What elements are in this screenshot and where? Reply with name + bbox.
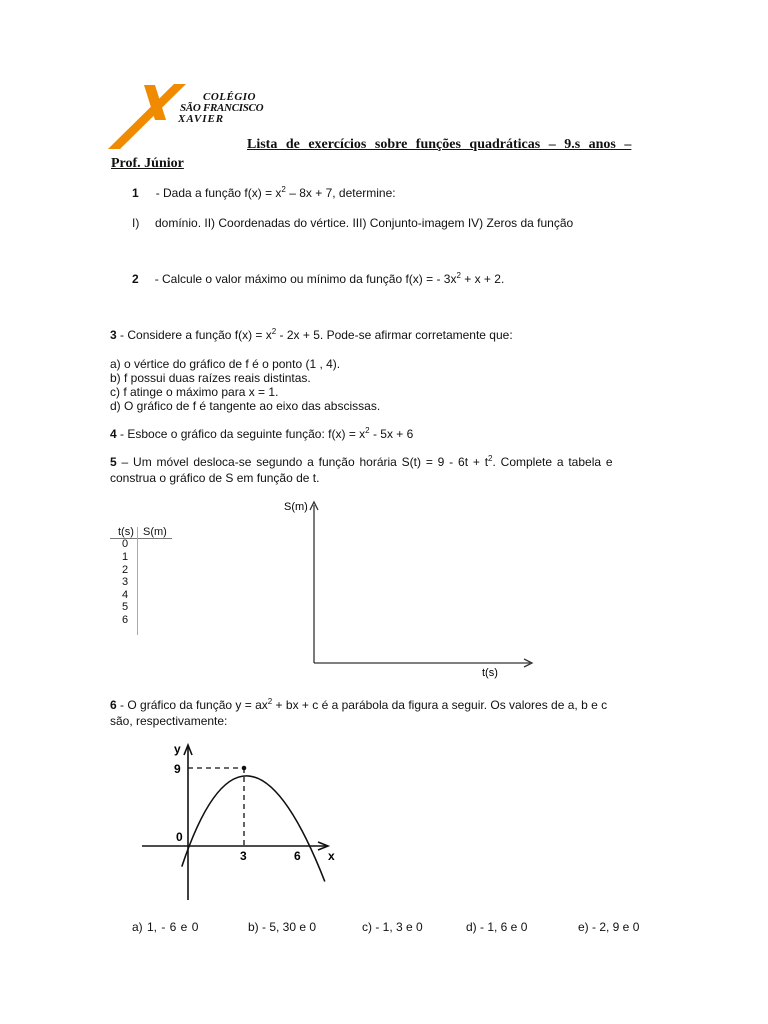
table-header-rule — [110, 538, 172, 539]
question-3-exponent: 2 — [271, 327, 277, 336]
table-row: 1 — [122, 551, 129, 563]
graph-x-label: x — [328, 849, 335, 863]
blank-axes — [284, 495, 540, 685]
question-5-text-a: – Um móvel desloca-se segundo a função horária S(t) = 9 - 6t + t — [116, 455, 489, 469]
blank-axes-y-label: S(m) — [284, 501, 308, 513]
question-4-text-a: - Esboce o gráfico da seguinte função: f(x) = x — [116, 427, 366, 441]
question-5-number: 5 — [110, 455, 117, 469]
question-3-option-b: b) f possui duas raízes reais distintas. — [110, 371, 311, 385]
question-6-number: 6 — [110, 698, 117, 712]
graph-y-tick-9: 9 — [174, 762, 181, 776]
question-3 — [110, 328, 513, 342]
table-column-divider — [137, 527, 138, 635]
question-2 — [132, 272, 504, 286]
question-6-text-a: - O gráfico da função y = ax — [116, 698, 268, 712]
question-1-items-label: I) — [132, 216, 140, 230]
graph-y-label: y — [174, 742, 181, 756]
table-row: 4 — [122, 589, 129, 601]
question-6-line-1 — [110, 698, 659, 712]
table-row: 3 — [122, 576, 129, 588]
answer-option-a: a) 1, - 6 e 0 — [132, 920, 199, 934]
question-1-items: domínio. II) Coordenadas do vértice. III) Conjunto-imagem IV) Zeros da função — [155, 216, 574, 230]
table-row: 5 — [122, 601, 129, 613]
question-4 — [110, 427, 413, 441]
question-5-line-1 — [110, 455, 659, 469]
table-row: 6 — [122, 614, 129, 626]
table-header-t: t(s) — [118, 526, 134, 538]
table-header-s: S(m) — [143, 526, 167, 538]
question-3-number: 3 — [110, 328, 117, 342]
question-2-text-a: - Calcule o valor máximo ou mínimo da função f(x) = - 3x — [154, 272, 457, 286]
question-4-exponent: 2 — [365, 426, 370, 435]
graph-origin-label: 0 — [176, 830, 183, 844]
parabola-graph — [130, 735, 360, 905]
answer-option-c: c) - 1, 3 e 0 — [362, 920, 423, 934]
answer-option-e: e) - 2, 9 e 0 — [578, 920, 640, 934]
question-6-text-b: + bx + c é a parábola da figura a seguir. Os valores de a, b e c — [272, 698, 608, 712]
question-3-text-b: - 2x + 5. Pode-se afirmar corretamente que: — [276, 328, 513, 342]
question-4-text-b: - 5x + 6 — [369, 427, 414, 441]
question-1-text-b: – 8x + 7, determine: — [285, 186, 396, 200]
question-2-number: 2 — [132, 272, 139, 286]
graph-x-tick-3: 3 — [240, 849, 247, 863]
question-2-exponent: 2 — [456, 271, 461, 280]
question-3-option-a: a) o vértice do gráfico de f é o ponto (1 , 4). — [110, 357, 341, 371]
question-1 — [132, 186, 396, 200]
question-3-option-c: c) f atinge o máximo para x = 1. — [110, 385, 279, 399]
school-logo — [108, 80, 264, 152]
question-3-option-d: d) O gráfico de f é tangente ao eixo das abscissas. — [110, 399, 381, 413]
author-line: Prof. Júnior — [111, 156, 184, 171]
answer-option-d: d) - 1, 6 e 0 — [466, 920, 528, 934]
table-row: 2 — [122, 564, 129, 576]
question-5-exponent: 2 — [488, 454, 493, 463]
logo-line-1: COLÉGIO — [203, 91, 257, 103]
question-6-line-2: são, respectivamente: — [110, 714, 228, 728]
question-2-text-b: + x + 2. — [460, 272, 505, 286]
page-title: Lista de exercícios sobre funções quadráticas – 9.s anos – — [247, 137, 632, 152]
question-1-text-a: - Dada a função f(x) = x — [155, 186, 282, 200]
answer-option-b: b) - 5, 30 e 0 — [248, 920, 317, 934]
question-1-number: 1 — [132, 186, 139, 200]
question-5-line-2: construa o gráfico de S em função de t. — [110, 471, 320, 485]
question-3-text-a: - Considere a função f(x) = x — [116, 328, 272, 342]
blank-axes-x-label: t(s) — [482, 667, 498, 679]
graph-x-tick-6: 6 — [294, 849, 301, 863]
question-1-exponent: 2 — [281, 185, 286, 194]
question-6-exponent: 2 — [267, 697, 273, 706]
table-row: 0 — [122, 538, 129, 550]
question-4-number: 4 — [110, 427, 117, 441]
logo-line-3: XAVIER — [178, 113, 225, 125]
logo-line-2: SÃO FRANCISCO — [180, 102, 264, 114]
question-5-text-b: . Complete a tabela e — [492, 455, 613, 469]
